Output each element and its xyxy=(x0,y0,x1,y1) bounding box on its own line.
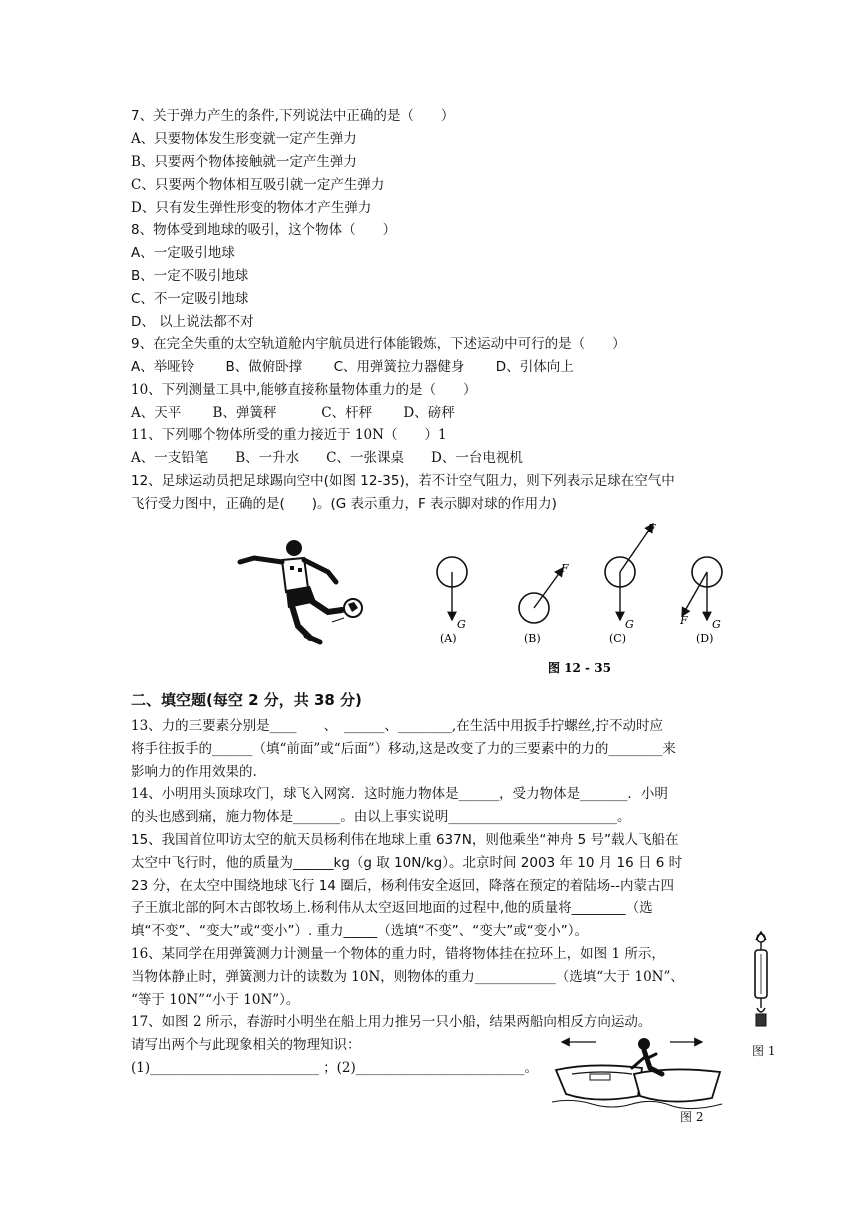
q14-line2: 的头也感到痛，施力物体是_______。由以上事实说明_________________________。 xyxy=(131,809,631,825)
diagram-d-force-arrow xyxy=(682,572,707,616)
diagram-a-g-label: G xyxy=(457,618,466,631)
q15-line3: 23 分，在太空中围绕地球飞行 14 圈后，杨利伟安全返回，降落在预定的着陆场--内蒙古四 xyxy=(131,878,674,894)
q10-stem: 10、下列测量工具中,能够直接称量物体重力的是（ ） xyxy=(131,382,477,398)
soccer-player-illustration xyxy=(236,538,370,646)
figure-2-caption: 图 2 xyxy=(680,1110,704,1124)
q12-line1: 12、足球运动员把足球踢向空中(如图 12-35)，若不计空气阻力，则下列表示足球在空气中 xyxy=(131,473,675,489)
q15-line1: 15、我国首位叩访太空的航天员杨利伟在地球上重 637N，则他乘坐“神舟 5 号”载人飞船在 xyxy=(131,832,679,848)
q17-answer-blanks: (1)_________________________ ；(2)_________________________。 xyxy=(131,1060,539,1076)
q12-line2: 飞行受力图中，正确的是( )。(G 表示重力，F 表示脚对球的作用力) xyxy=(131,496,557,512)
q15-line5: 填“不变”、“变大”或“变小”）. 重力_____（选填“不变”、“变大”或“变小”）。 xyxy=(131,923,589,939)
q15-line4: 子王旗北部的阿木古郎牧场上.杨利伟从太空返回地面的过程中,他的质量将________（选 xyxy=(131,900,653,916)
q7-option-c: C、只要两个物体相互吸引就一定产生弹力 xyxy=(131,177,385,193)
figure-12-35 xyxy=(428,520,728,680)
q14-line1: 14、小明用头顶球攻门，球飞入网窝．这时施力物体是______，受力物体是_______．小明 xyxy=(131,786,668,802)
diagram-b-f-label: F xyxy=(561,562,569,575)
q8-option-b: B、一定不吸引地球 xyxy=(131,268,249,284)
q17-line2: 请写出两个与此现象相关的物理知识： xyxy=(131,1037,361,1053)
spring-scale-illustration xyxy=(748,930,774,1032)
q9-options: A、举哑铃 B、做俯卧撑 C、用弹簧拉力器健身 D、引体向上 xyxy=(131,359,574,375)
q8-option-c: C、不一定吸引地球 xyxy=(131,291,249,307)
diagram-d-label: (D) xyxy=(696,632,714,645)
q13-line1: 13、力的三要素分别是____ 、 ______、________,在生活中用扳手拧螺丝,拧不动时应 xyxy=(131,718,664,734)
q16-line1: 16、某同学在用弹簧测力计测量一个物体的重力时，错将物体挂在拉环上，如图 1 所示， xyxy=(131,946,665,962)
figure-12-35-caption: 图 12 - 35 xyxy=(548,661,611,675)
figure-1-caption: 图 1 xyxy=(752,1044,776,1058)
q15-line2: 太空中飞行时，他的质量为______kg（g 取 10N/kg）。北京时间 2003 年 10 月 16 日 6 时 xyxy=(131,855,683,871)
q7-stem: 7、关于弹力产生的条件,下列说法中正确的是（ ） xyxy=(131,108,455,124)
q7-option-d: D、只有发生弹性形变的物体才产生弹力 xyxy=(131,200,372,216)
q10-options: A、天平 B、弹簧秤 C、杆秤 D、磅秤 xyxy=(131,405,455,421)
q11-stem: 11、下列哪个物体所受的重力接近于 10N（ ）1 xyxy=(131,427,447,443)
diagram-d-f-label: F xyxy=(680,614,688,627)
q11-options: A、一支铅笔 B、一升水 C、一张课桌 D、一台电视机 xyxy=(131,450,523,466)
q9-stem: 9、在完全失重的太空轨道舱内宇航员进行体能锻炼，下述运动中可行的是（ ） xyxy=(131,336,626,352)
q13-line3: 影响力的作用效果的. xyxy=(131,764,257,780)
q7-option-b: B、只要两个物体接触就一定产生弹力 xyxy=(131,154,357,170)
q16-line2: 当物体静止时，弹簧测力计的读数为 10N，则物体的重力____________（选填“大于 10N”、 xyxy=(131,969,684,985)
diagram-c-label: (C) xyxy=(609,632,626,645)
section2-title: 二、填空题(每空 2 分，共 38 分) xyxy=(131,691,362,709)
q17-line1: 17、如图 2 所示，春游时小明坐在船上用力推另一只小船，结果两船向相反方向运动。 xyxy=(131,1014,652,1030)
diagram-a-label: (A) xyxy=(440,632,457,645)
diagram-c-f-label: F xyxy=(648,522,656,535)
q16-line3: “等于 10N”“小于 10N”）。 xyxy=(131,992,300,1008)
q7-option-a: A、只要物体发生形变就一定产生弹力 xyxy=(131,131,357,147)
boats-illustration xyxy=(552,1030,724,1114)
diagram-d-g-label: G xyxy=(712,618,721,631)
q8-option-d: D、 以上说法都不对 xyxy=(131,314,254,330)
q8-option-a: A、一定吸引地球 xyxy=(131,245,235,261)
q8-stem: 8、物体受到地球的吸引，这个物体（ ） xyxy=(131,222,397,238)
q13-line2: 将手往扳手的______（填“前面”或“后面”）移动,这是改变了力的三要素中的力的________来 xyxy=(131,741,676,757)
diagram-b-label: (B) xyxy=(524,632,541,645)
diagram-c-g-label: G xyxy=(625,618,634,631)
